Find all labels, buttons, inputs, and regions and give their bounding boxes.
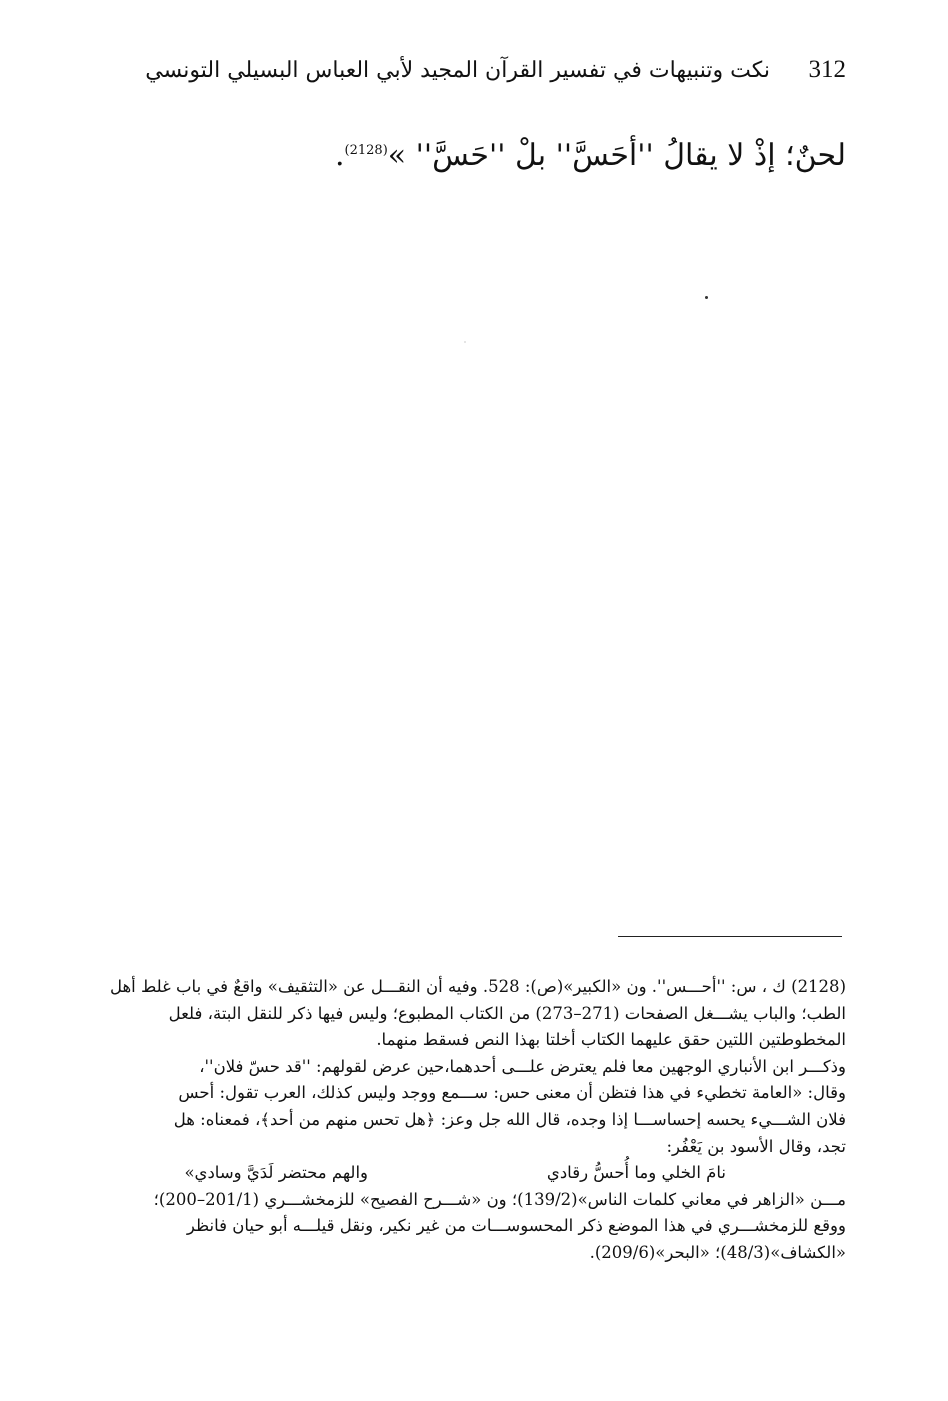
footnote-line: الطب؛ والباب يشـــغل الصفحات (271–273) من الكتاب المطبوع؛ وليس فيها ذكر للنقل البتة، فلعل xyxy=(168,1003,846,1023)
page-number: 312 xyxy=(808,56,846,83)
verse-second-hemistich: والهم محتضر لَدَيَّ وسادي» xyxy=(184,1163,368,1183)
poetry-verse xyxy=(72,1160,846,1187)
footnote-line: مـــن «الزاهر في معاني كلمات الناس»(139/2)؛ ون «شـــرح الفصيح» للزمخشـــري (201/1–200)؛ xyxy=(153,1189,846,1209)
end-punctuation: . xyxy=(334,138,345,173)
footnote-line: المخطوطتين اللتين حقق عليهما الكتاب أخلتا بهذا النص فسقط منهما. xyxy=(376,1030,846,1050)
footnote-line: ووقع للزمخشـــري في هذا الموضع ذكر المحسوســـات من غير نكير، ونقل قيلـــه أبو حيان فانظر xyxy=(186,1216,846,1236)
footnote-separator xyxy=(618,936,842,937)
footnote-line: «الكشاف»(48/3)؛ «البحر»(209/6). xyxy=(589,1242,846,1262)
footnote-line: فلان الشـــيء يحسه إحساســـا إذا وجده، قال الله جل وعز: ﴿هل تحس منهم من أحد﴾، فمعناه: هل xyxy=(173,1109,846,1129)
scan-speck xyxy=(705,296,708,299)
scan-speck xyxy=(464,341,466,343)
verse-first-hemistich: نامَ الخلي وما أُحسُّ رقادي xyxy=(546,1163,726,1183)
main-text-line xyxy=(120,138,846,173)
footnote-line: وقال: «العامة تخطيء في هذا فتظن أن معنى حس: ســـمع ووجد وليس كذلك، العرب تقول: أحس xyxy=(178,1083,846,1103)
footnote-line: تجد، وقال الأسود بن يَعْفُر: xyxy=(666,1136,846,1156)
footnote-line: (2128) ك ، س: ''أحـــس''. ون «الكبير»(ص): 528. وفيه أن النقـــل عن «التثقيف» واقعٌ في باب غلط أهل xyxy=(109,977,846,996)
footnotes-block xyxy=(72,974,846,1267)
main-text: لحنٌ؛ إذْ لا يقالُ ''أحَسَّ'' بلْ ''حَسَّ'' » xyxy=(387,138,846,173)
running-title: نكت وتنبيهات في تفسير القرآن المجيد لأبي العباس البسيلي التونسي xyxy=(145,58,770,83)
footnote-line: وذكـــر ابن الأنباري الوجهين معا فلم يعترض علـــى أحدهما،حين عرض لقولهم: ''قد حسّ فلان''، xyxy=(199,1056,846,1076)
footnote-reference[interactable]: (2128) xyxy=(344,143,388,158)
